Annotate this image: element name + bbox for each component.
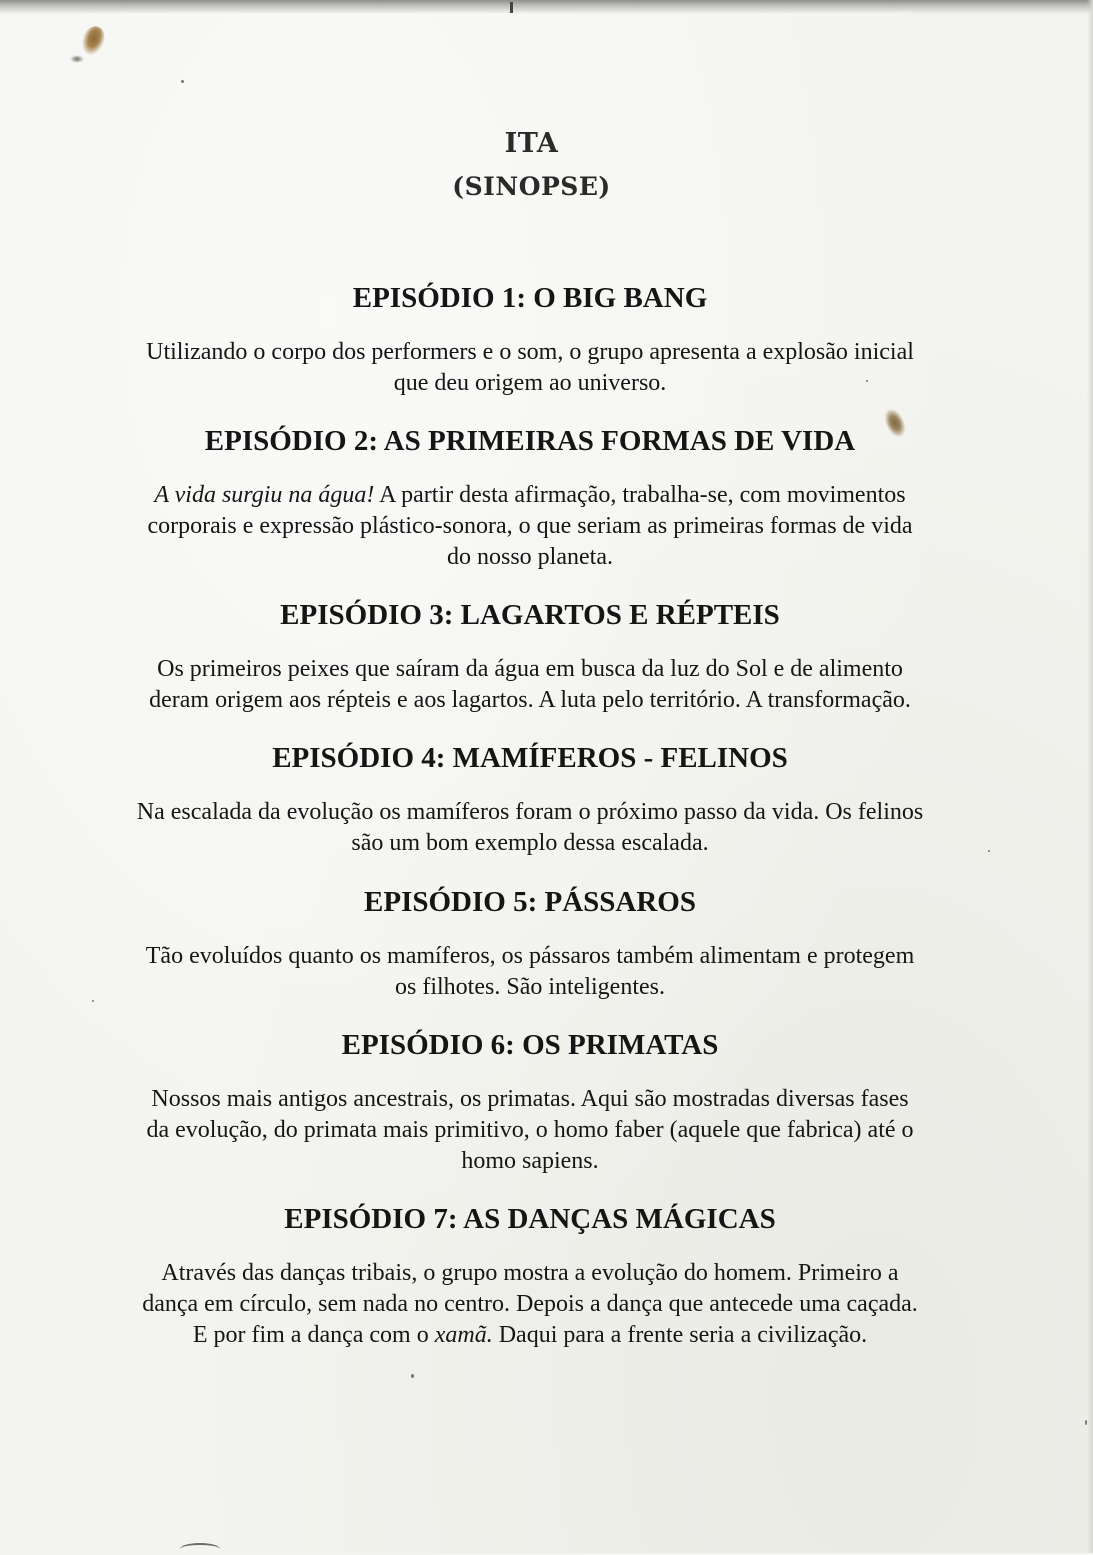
episode-title: EPISÓDIO 3: LAGARTOS E RÉPTEIS bbox=[280, 599, 780, 631]
dust-speck bbox=[1085, 1420, 1087, 1425]
description-line: Nossos mais antigos ancestrais, os primatas. Aqui são mostradas diversas fases bbox=[151, 1086, 909, 1112]
description-line: A partir desta afirmação, trabalha-se, com movimentos bbox=[374, 482, 906, 508]
description-line: corporais e expressão plástico-sonora, o que seriam as primeiras formas de vida bbox=[147, 513, 913, 539]
description-line: Os primeiros peixes que saíram da água em busca da luz do Sol e de alimento bbox=[157, 656, 903, 682]
scan-edge-mark bbox=[510, 2, 513, 13]
paper-stain bbox=[78, 23, 109, 59]
dust-speck bbox=[988, 850, 990, 852]
italic-word: xamã. bbox=[434, 1322, 493, 1348]
episode-7 bbox=[80, 1202, 980, 1351]
episode-title: EPISÓDIO 6: OS PRIMATAS bbox=[341, 1029, 719, 1061]
episode-6 bbox=[80, 1028, 980, 1177]
episode-description bbox=[80, 480, 980, 573]
episode-title: EPISÓDIO 2: AS PRIMEIRAS FORMAS DE VIDA bbox=[204, 425, 856, 457]
description-line: Na escalada da evolução os mamíferos foram o próximo passo da vida. Os felinos bbox=[136, 799, 924, 825]
description-line: os filhotes. São inteligentes. bbox=[395, 974, 665, 1000]
dust-speck bbox=[411, 1374, 414, 1378]
scan-right-edge bbox=[1087, 0, 1093, 1553]
description-line: Utilizando o corpo dos performers e o som, o grupo apresenta a explosão inicial bbox=[146, 339, 914, 365]
episode-description bbox=[80, 1258, 980, 1351]
document-title: ITA bbox=[504, 128, 559, 159]
description-line: E por fim a dança com o bbox=[192, 1322, 435, 1348]
episode-description bbox=[80, 1084, 980, 1177]
episode-title: EPISÓDIO 4: MAMÍFEROS - FELINOS bbox=[272, 742, 788, 774]
episode-title: EPISÓDIO 5: PÁSSAROS bbox=[364, 886, 696, 918]
description-line: Tão evoluídos quanto os mamíferos, os pássaros também alimentam e protegem bbox=[145, 943, 915, 969]
document-subtitle: (SINOPSE) bbox=[452, 172, 611, 201]
episode-3 bbox=[80, 598, 980, 716]
description-line: deram origem aos répteis e aos lagartos. A luta pelo território. A transformação. bbox=[149, 687, 911, 713]
scan-top-edge bbox=[0, 0, 1093, 14]
description-line: Através das danças tribais, o grupo mostra a evolução do homem. Primeiro a bbox=[161, 1260, 899, 1286]
italic-phrase: A vida surgiu na água! bbox=[154, 482, 375, 508]
dust-speck bbox=[181, 80, 184, 83]
paper-smudge bbox=[70, 55, 84, 63]
episode-title: EPISÓDIO 7: AS DANÇAS MÁGICAS bbox=[284, 1203, 776, 1235]
paper-curl-mark bbox=[180, 1543, 220, 1555]
episode-description bbox=[80, 654, 980, 716]
description-line: homo sapiens. bbox=[461, 1148, 599, 1174]
episode-1 bbox=[80, 281, 980, 399]
episode-description bbox=[80, 941, 980, 1003]
description-line: são um bom exemplo dessa escalada. bbox=[351, 830, 709, 856]
episode-2 bbox=[80, 424, 980, 573]
episode-4 bbox=[80, 741, 980, 859]
episode-title: EPISÓDIO 1: O BIG BANG bbox=[352, 282, 708, 314]
description-line: dança em círculo, sem nada no centro. Depois a dança que antecede uma caçada. bbox=[142, 1291, 918, 1317]
description-line: da evolução, do primata mais primitivo, o homo faber (aquele que fabrica) até o bbox=[146, 1117, 914, 1143]
episode-description bbox=[80, 797, 980, 859]
description-line: Daqui para a frente seria a civilização. bbox=[492, 1322, 868, 1348]
episode-description bbox=[80, 337, 980, 399]
description-line: do nosso planeta. bbox=[447, 544, 613, 570]
description-line: que deu origem ao universo. bbox=[393, 370, 667, 396]
episode-5 bbox=[80, 885, 980, 1003]
